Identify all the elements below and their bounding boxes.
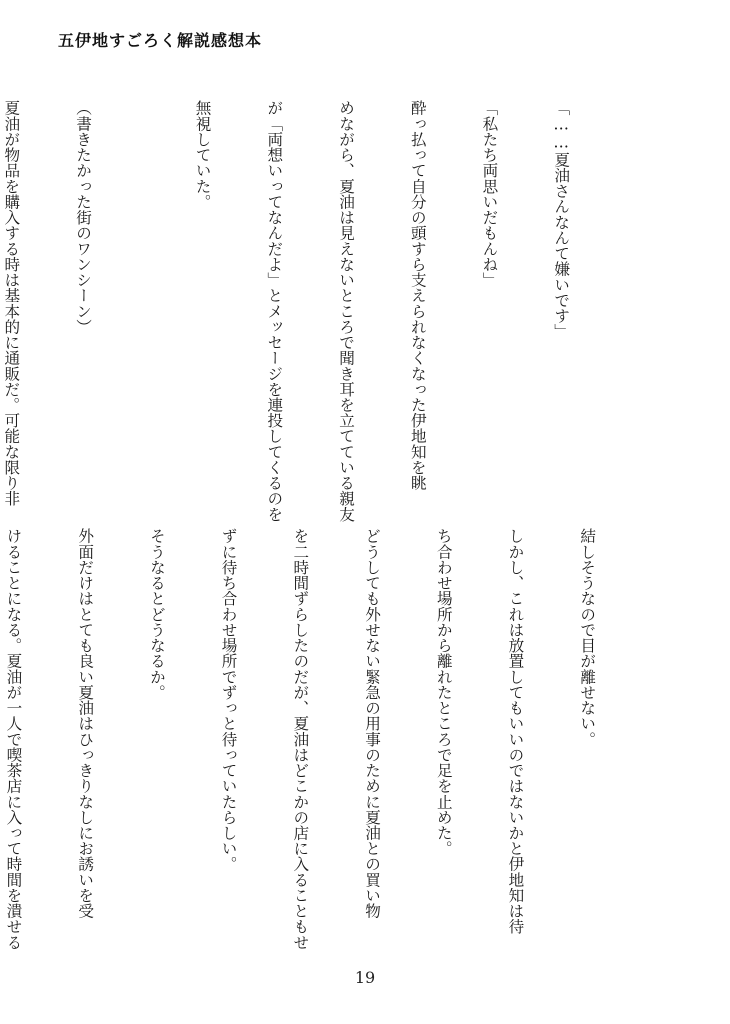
text-line: そうなるとどうなるか。 — [147, 528, 166, 700]
text-line: 「私たち両思いだもんね」 — [480, 100, 499, 288]
text-block-top — [0, 100, 620, 522]
text-line: （書きたかった街のワンシーン） — [74, 100, 93, 335]
page-header-title: 五伊地すごろく解説感想本 — [58, 31, 263, 50]
text-line: ずに待ち合わせ場所でずっと待っていたらしい。 — [219, 528, 238, 872]
text-line: ち合わせ場所から離れたところで足を止めた。 — [434, 528, 453, 857]
text-line: めながら、夏油は見えないところで聞き耳を立てている親友 — [337, 100, 356, 522]
text-line: を二時間ずらしたのだが、夏油はどこかの店に入ることもせ — [291, 528, 310, 950]
text-line: が「両想いってなんだよ」とメッセージを連投してくるのを — [265, 100, 284, 522]
text-line: 無視していた。 — [193, 100, 212, 210]
text-line: 結しそうなので目が離せない。 — [578, 528, 597, 747]
text-line: どうしても外せない緊急の用事のために夏油との買い物 — [363, 528, 382, 919]
text-block-bottom — [0, 528, 646, 950]
text-line: 「……夏油さんなんて嫌いです」 — [552, 100, 571, 340]
text-line: 夏油が物品を購入する時は基本的に通販だ。可能な限り非 — [2, 100, 21, 507]
text-line: 酔っ払って自分の頭すら支えられなくなった伊地知を眺 — [408, 100, 427, 491]
text-line: けることになる。夏油が一人で喫茶店に入って時間を潰せる — [4, 528, 23, 950]
text-line: しかし、これは放置してもいいのではないかと伊地知は待 — [506, 528, 525, 935]
page-number: 19 — [354, 968, 376, 987]
text-line: 外面だけはとても良い夏油はひっきりなしにお誘いを受 — [76, 528, 95, 919]
